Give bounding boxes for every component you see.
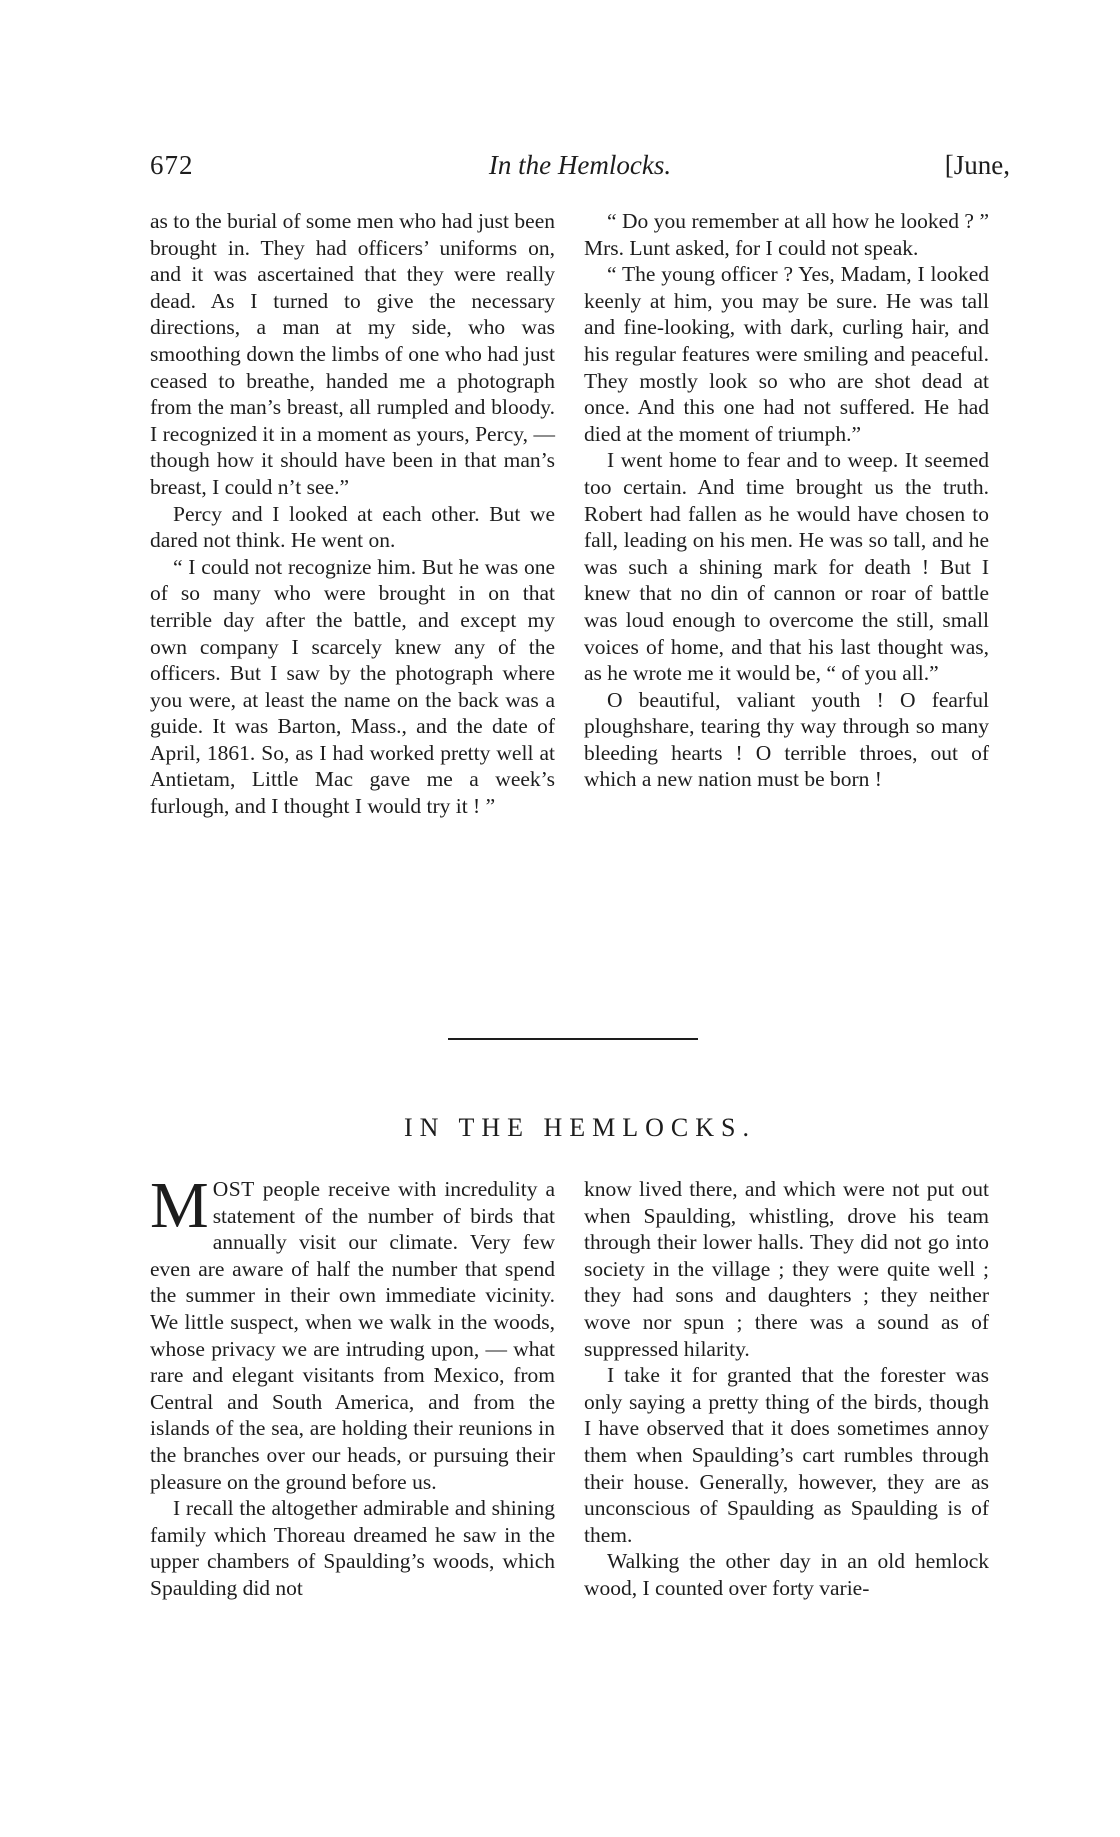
article-title: IN THE HEMLOCKS. xyxy=(403,1113,757,1142)
page-number: 672 xyxy=(150,150,194,180)
issue-month: [June, xyxy=(944,150,1010,180)
paragraph: “ I could not recognize him. But he was one of so many who were brought in on that terrible day after the battle, and except my own company I scarcely knew any of the officers. But I saw by the photograph where you were, at least the name on the back was a guide. It was Barton, Mass., and the date of April, 1861. So, as I had worked pretty well at Antietam, Little Mac gave me a week’s furlough, and I thought I would try it ! ” xyxy=(150,554,555,819)
section-divider xyxy=(448,1038,698,1040)
paragraph: know lived there, and which were not put out when Spaulding, whistling, drove his team through their lower halls. They did not go into society in the village ; they were quite well ; they had sons and daughters ; they neither wove nor spun ; there was a sound as of suppressed hilarity. xyxy=(584,1177,989,1361)
paragraph: I went home to fear and to weep. It seemed too certain. And time brought us the truth. Robert had fallen as he would have chosen to fall, leading on his men. He was so tall, and he was such a shining mark for death ! But I knew that no din of cannon or roar of battle was loud enough to overcome the still, small voices of home, and that his last thought was, as he wrote me it would be, “ of you all.” xyxy=(584,448,989,686)
paragraph: “ The young officer ? Yes, Madam, I looked keenly at him, you may be sure. He was tall and fine-looking, with dark, curling hair, and his regular features were smiling and peaceful. They mostly look so who are shot dead at once. And this one had not suffered. He had died at the moment of triumph.” xyxy=(584,262,989,446)
article-right-column xyxy=(584,1176,989,1602)
paragraph: as to the burial of some men who had just been brought in. They had officers’ uniforms on, and it was ascertained that they were really dead. As I turned to give the necessary directions, a man at my side, who was smoothing down the limbs of one who had just ceased to breathe, handed me a photograph from the man’s breast, all rumpled and bloody. I recognized it in a moment as yours, Percy, — though how it should have been in that man’s breast, I could n’t see.” xyxy=(150,209,555,499)
paragraph: Percy and I looked at each other. But we dared not think. He went on. xyxy=(150,501,555,553)
running-header xyxy=(150,150,1010,190)
running-title: In the Hemlocks. xyxy=(488,150,672,180)
article-left-column xyxy=(150,1169,555,1602)
story-end-right-column xyxy=(584,208,989,793)
opening-word: OST xyxy=(212,1177,255,1201)
paragraph: O beautiful, valiant youth ! O fearful ploughshare, tearing thy way through so many bleeding hearts ! O terrible throes, out of which a new nation must be born ! xyxy=(584,687,989,792)
story-end-left-column xyxy=(150,208,555,820)
paragraph: I recall the altogether admirable and shining family which Thoreau dreamed he saw in the upper chambers of Spaulding’s woods, which Spaulding did not xyxy=(150,1496,555,1600)
paragraph: “ Do you remember at all how he looked ? ” Mrs. Lunt asked, for I could not speak. xyxy=(584,209,989,260)
opening-text: people receive with incredulity a statement of the number of birds that annually visit our climate. Very few even are aware of half the number that spend the summer in their own immediate vicinity. We little suspect, when we walk in the woods, whose privacy we are intruding upon, — what rare and elegant visitants from Mexico, from Central and South America, and from the islands of the sea, are holding their reunions in the branches over our heads, or pursuing their pleasure on the ground before us. xyxy=(150,1177,555,1494)
paragraph: Walking the other day in an old hemlock wood, I counted over forty varie- xyxy=(584,1549,989,1600)
opening-paragraph xyxy=(150,1169,555,1495)
paragraph: I take it for granted that the forester was only saying a pretty thing of the birds, though I have observed that it does sometimes annoy them when Spaulding’s cart rumbles through their house. Generally, however, they are as unconscious of Spaulding as Spaulding is of them. xyxy=(584,1363,989,1547)
drop-cap: M xyxy=(150,1169,209,1242)
